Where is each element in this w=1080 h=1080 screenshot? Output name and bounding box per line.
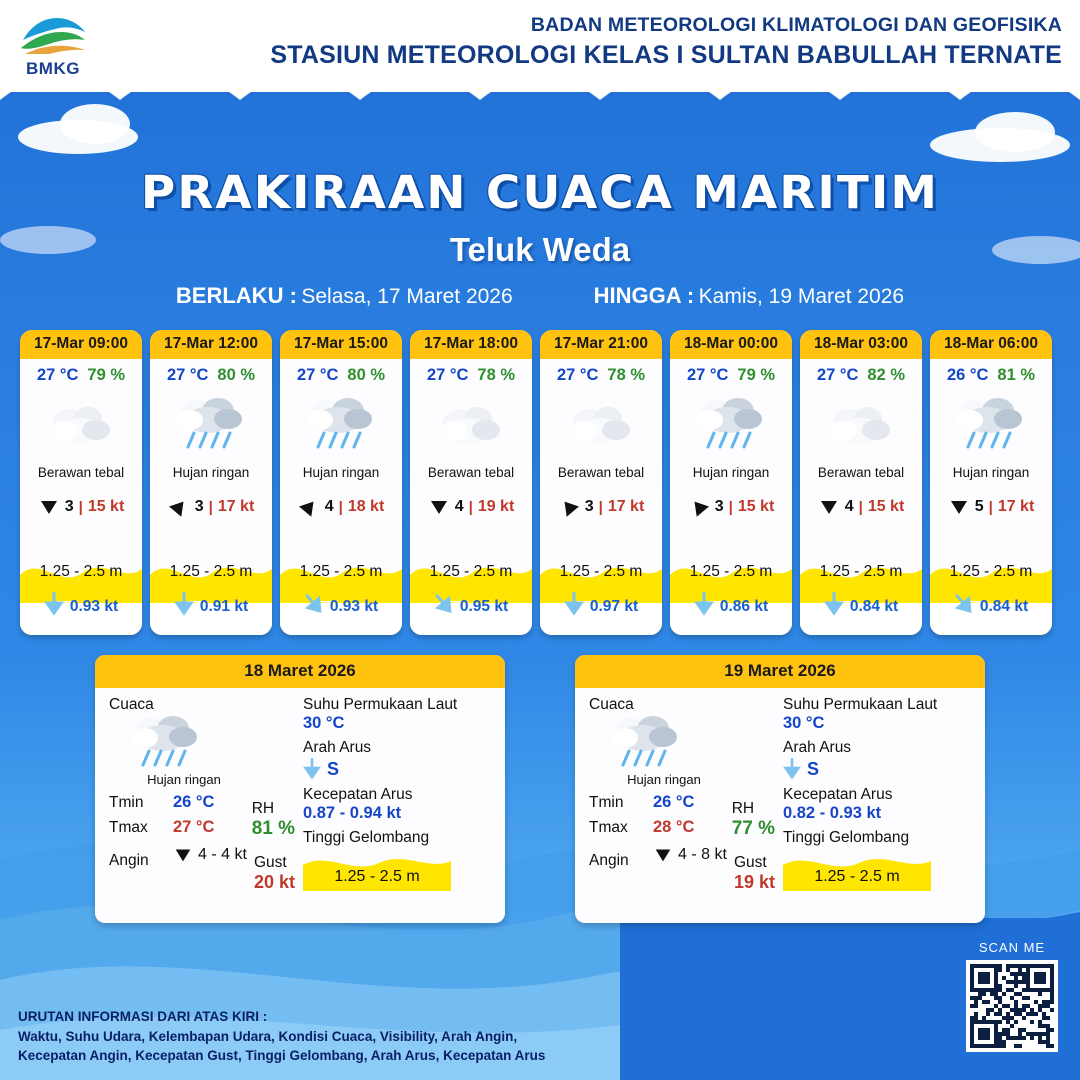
wind-separator: | — [78, 498, 83, 516]
daily-sst-value: 30 °C — [303, 714, 345, 732]
daily-rh-value: 77 % — [731, 818, 775, 839]
card-humidity: 80 % — [347, 366, 386, 384]
daily-kec-label: Kecepatan Arus — [303, 786, 413, 803]
hourly-forecast-card — [930, 330, 1052, 635]
card-weather-icon — [150, 387, 272, 463]
daily-wind-direction-icon — [653, 845, 673, 865]
rain-light-icon — [302, 393, 380, 457]
valid-until-label: HINGGA : — [593, 283, 695, 308]
daily-current-direction-icon — [303, 758, 321, 780]
card-humidity: 78 % — [477, 366, 516, 384]
daily-angin-value: 4 - 4 kt — [198, 846, 247, 863]
header-titles — [96, 6, 1080, 70]
card-current-speed: 0.95 kt — [459, 597, 509, 615]
card-weather-icon — [930, 387, 1052, 463]
card-wave-height: 1.25 - 2.5 m — [299, 563, 383, 580]
cloudy-thick-icon — [564, 397, 638, 453]
card-temperature: 27 °C — [686, 366, 729, 384]
daily-rh-block — [732, 800, 775, 840]
card-humidity: 79 % — [87, 366, 126, 384]
wind-separator: | — [598, 498, 603, 516]
daily-kec-value: 0.82 - 0.93 kt — [783, 804, 882, 822]
daily-angin-label: Angin — [589, 852, 629, 869]
hourly-forecast-card — [800, 330, 922, 635]
current-direction-icon — [44, 592, 64, 621]
card-temperature: 27 °C — [296, 366, 339, 384]
page-subtitle: Teluk Weda — [449, 231, 631, 268]
daily-arus-label: Arah Arus — [303, 739, 372, 756]
card-current-row — [670, 592, 792, 621]
wind-direction-icon — [558, 496, 580, 518]
daily-weather-icon — [589, 714, 779, 772]
card-wind-speed: 17 kt — [997, 498, 1035, 515]
rain-light-icon — [952, 393, 1030, 457]
hourly-forecast-card — [280, 330, 402, 635]
card-weather-icon — [670, 387, 792, 463]
card-weather-icon — [410, 387, 532, 463]
card-humidity: 80 % — [217, 366, 256, 384]
legend-line-1: URUTAN INFORMASI DARI ATAS KIRI : — [18, 1009, 268, 1025]
card-current-speed: 0.93 kt — [329, 597, 379, 615]
daily-forecast-panel — [575, 655, 985, 923]
daily-tmax-label: Tmax — [589, 819, 628, 836]
card-wave-height: 1.25 - 2.5 m — [819, 563, 903, 580]
hourly-forecast-card — [540, 330, 662, 635]
hourly-forecast-card — [150, 330, 272, 635]
current-direction-icon — [954, 592, 974, 621]
agency-name: BADAN METEOROLOGI KLIMATOLOGI DAN GEOFISIKA — [530, 14, 1062, 36]
card-time-header: 17-Mar 09:00 — [20, 330, 142, 359]
hourly-forecast-card — [670, 330, 792, 635]
daily-cuaca-label: Cuaca — [589, 696, 634, 713]
card-wind-speed: 17 kt — [217, 498, 255, 515]
card-humidity: 82 % — [867, 366, 906, 384]
card-time-header: 18-Mar 06:00 — [930, 330, 1052, 359]
current-direction-icon — [694, 592, 714, 621]
wind-separator: | — [728, 498, 733, 516]
card-current-row — [800, 592, 922, 621]
daily-arus-row — [783, 758, 975, 780]
card-wind-scale: 5 — [974, 498, 984, 515]
card-wind-row — [150, 496, 272, 518]
daily-condition-text: Hujan ringan — [627, 772, 701, 787]
card-humidity: 79 % — [737, 366, 776, 384]
legend-note — [18, 1007, 638, 1066]
scan-me-label: SCAN ME — [978, 940, 1046, 955]
scan-me-block[interactable] — [966, 940, 1058, 1052]
card-wind-scale: 4 — [324, 498, 334, 515]
card-time-header: 18-Mar 00:00 — [670, 330, 792, 359]
card-wind-scale: 3 — [64, 498, 74, 515]
hourly-forecast-row — [20, 330, 1060, 635]
card-temperature: 27 °C — [426, 366, 469, 384]
current-direction-icon — [824, 592, 844, 621]
daily-date-header: 19 Maret 2026 — [575, 655, 985, 688]
card-wind-speed: 19 kt — [477, 498, 515, 515]
card-current-speed: 0.84 kt — [979, 597, 1029, 615]
card-temperature: 27 °C — [36, 366, 79, 384]
card-wave-height: 1.25 - 2.5 m — [559, 563, 643, 580]
card-humidity: 78 % — [607, 366, 646, 384]
wind-separator: | — [208, 498, 213, 516]
valid-from-value: Selasa, 17 Maret 2026 — [301, 285, 513, 308]
cloudy-thick-icon — [824, 397, 898, 453]
daily-date-header: 18 Maret 2026 — [95, 655, 505, 688]
daily-gust-label: Gust — [733, 854, 767, 871]
daily-tmax-value: 27 °C — [173, 818, 215, 836]
current-direction-icon — [434, 592, 454, 621]
daily-tmin-label: Tmin — [109, 794, 144, 811]
daily-wave-value: 1.25 - 2.5 m — [814, 868, 900, 885]
rain-light-icon — [607, 711, 685, 775]
current-direction-icon — [174, 592, 194, 621]
cloudy-thick-icon — [434, 397, 508, 453]
wind-separator: | — [338, 498, 343, 516]
daily-gust-value: 20 kt — [253, 872, 295, 892]
card-condition-text: Hujan ringan — [692, 465, 770, 480]
daily-kec-label: Kecepatan Arus — [783, 786, 893, 803]
daily-wave-label: Tinggi Gelombang — [303, 829, 430, 846]
card-time-header: 18-Mar 03:00 — [800, 330, 922, 359]
card-temperature: 27 °C — [556, 366, 599, 384]
qr-code-grid — [970, 964, 1054, 1048]
card-wind-scale: 3 — [194, 498, 204, 515]
daily-wave-value: 1.25 - 2.5 m — [334, 868, 420, 885]
wind-direction-icon — [38, 496, 60, 518]
daily-gust-block — [254, 854, 295, 893]
card-weather-icon — [20, 387, 142, 463]
wind-direction-icon — [688, 496, 710, 518]
card-current-speed: 0.93 kt — [69, 597, 119, 615]
card-current-row — [150, 592, 272, 621]
card-condition-text: Hujan ringan — [302, 465, 380, 480]
card-current-speed: 0.86 kt — [719, 597, 769, 615]
daily-forecast-panel — [95, 655, 505, 923]
cloud-decoration — [60, 104, 130, 144]
wind-direction-icon — [168, 496, 190, 518]
card-wind-row — [540, 496, 662, 518]
daily-sst-value: 30 °C — [783, 714, 825, 732]
daily-weather-icon — [109, 714, 299, 772]
card-wind-speed: 17 kt — [607, 498, 645, 515]
card-weather-icon — [540, 387, 662, 463]
card-wind-scale: 4 — [454, 498, 464, 515]
bmkg-logo-mark — [17, 10, 89, 58]
card-wind-row — [800, 496, 922, 518]
daily-gust-label: Gust — [253, 854, 287, 871]
bmkg-logo-text: BMKG — [26, 59, 80, 78]
card-wave-height: 1.25 - 2.5 m — [39, 563, 123, 580]
card-wind-speed: 15 kt — [867, 498, 905, 515]
validity-row — [0, 283, 1080, 309]
daily-arus-row — [303, 758, 495, 780]
daily-tmin-value: 26 °C — [173, 793, 215, 811]
card-condition-text: Hujan ringan — [172, 465, 250, 480]
card-current-speed: 0.91 kt — [199, 597, 249, 615]
card-time-header: 17-Mar 15:00 — [280, 330, 402, 359]
daily-left-column — [109, 696, 299, 913]
daily-cuaca-label: Cuaca — [109, 696, 154, 713]
card-wind-row — [20, 496, 142, 518]
daily-tmin-label: Tmin — [589, 794, 624, 811]
wind-separator: | — [988, 498, 993, 516]
wind-direction-icon — [428, 496, 450, 518]
daily-current-direction-icon — [783, 758, 801, 780]
station-name: STASIUN METEOROLOGI KELAS I SULTAN BABULLAH TERNATE — [270, 41, 1062, 69]
daily-right-column — [299, 696, 495, 913]
daily-rh-label: RH — [731, 800, 755, 817]
daily-tmax-value: 28 °C — [653, 818, 695, 836]
current-direction-icon — [304, 592, 324, 621]
daily-wind-direction-icon — [173, 845, 193, 865]
daily-angin-label: Angin — [109, 852, 149, 869]
card-current-row — [410, 592, 532, 621]
card-current-speed: 0.84 kt — [849, 597, 899, 615]
card-wave-height: 1.25 - 2.5 m — [689, 563, 773, 580]
card-condition-text: Hujan ringan — [952, 465, 1030, 480]
card-current-speed: 0.97 kt — [589, 597, 639, 615]
card-wave-height: 1.25 - 2.5 m — [949, 563, 1033, 580]
valid-from-label: BERLAKU : — [175, 283, 297, 308]
wind-direction-icon — [298, 496, 320, 518]
card-weather-icon — [800, 387, 922, 463]
wind-direction-icon — [948, 496, 970, 518]
card-current-row — [20, 592, 142, 621]
daily-arus-direction: S — [327, 758, 340, 779]
legend-line-3: Kecepatan Angin, Kecepatan Gust, Tinggi Gelombang, Arah Arus, Kecepatan Arus — [18, 1048, 546, 1064]
daily-sst-label: Suhu Permukaan Laut — [783, 696, 938, 713]
card-wind-scale: 3 — [714, 498, 724, 515]
card-current-row — [930, 592, 1052, 621]
daily-kec-value: 0.87 - 0.94 kt — [303, 804, 402, 822]
qr-code[interactable] — [966, 960, 1058, 1052]
card-temperature: 27 °C — [816, 366, 859, 384]
daily-rh-value: 81 % — [251, 818, 295, 839]
cloudy-thick-icon — [44, 397, 118, 453]
card-wave-height: 1.25 - 2.5 m — [429, 563, 513, 580]
card-condition-text: Berawan tebal — [37, 465, 125, 480]
card-condition-text: Berawan tebal — [427, 465, 515, 480]
card-time-header: 17-Mar 12:00 — [150, 330, 272, 359]
card-wind-scale: 4 — [844, 498, 854, 515]
card-time-header: 17-Mar 21:00 — [540, 330, 662, 359]
card-wind-row — [410, 496, 532, 518]
daily-right-column — [779, 696, 975, 913]
wind-separator: | — [858, 498, 863, 516]
rain-light-icon — [127, 711, 205, 775]
card-wind-speed: 15 kt — [87, 498, 125, 515]
daily-gust-block — [734, 854, 775, 893]
page-title: PRAKIRAAN CUACA MARITIM — [140, 166, 940, 219]
card-condition-text: Berawan tebal — [817, 465, 905, 480]
wind-separator: | — [468, 498, 473, 516]
card-wind-speed: 18 kt — [347, 498, 385, 515]
daily-sst-label: Suhu Permukaan Laut — [303, 696, 458, 713]
card-humidity: 81 % — [997, 366, 1036, 384]
daily-condition-text: Hujan ringan — [147, 772, 221, 787]
daily-wave-chip — [303, 851, 451, 891]
card-wind-row — [670, 496, 792, 518]
daily-gust-value: 19 kt — [733, 872, 775, 892]
bmkg-logo — [10, 10, 96, 79]
card-weather-icon — [280, 387, 402, 463]
rain-light-icon — [692, 393, 770, 457]
valid-until-value: Kamis, 19 Maret 2026 — [698, 285, 905, 308]
cloud-decoration — [975, 112, 1055, 152]
card-current-row — [280, 592, 402, 621]
card-wave-height: 1.25 - 2.5 m — [169, 563, 253, 580]
daily-wave-label: Tinggi Gelombang — [783, 829, 910, 846]
card-wind-row — [930, 496, 1052, 518]
daily-wave-chip — [783, 851, 931, 891]
card-time-header: 17-Mar 18:00 — [410, 330, 532, 359]
hourly-forecast-card — [410, 330, 532, 635]
daily-left-column — [589, 696, 779, 913]
card-wind-row — [280, 496, 402, 518]
card-temperature: 27 °C — [166, 366, 209, 384]
hourly-forecast-card — [20, 330, 142, 635]
daily-arus-label: Arah Arus — [783, 739, 852, 756]
legend-line-2: Waktu, Suhu Udara, Kelembapan Udara, Kondisi Cuaca, Visibility, Arah Angin, — [18, 1028, 518, 1044]
rain-light-icon — [172, 393, 250, 457]
daily-tmax-label: Tmax — [109, 819, 148, 836]
wind-direction-icon — [818, 496, 840, 518]
card-wind-speed: 15 kt — [737, 498, 775, 515]
daily-angin-value: 4 - 8 kt — [678, 846, 727, 863]
card-condition-text: Berawan tebal — [557, 465, 645, 480]
page-header — [0, 6, 1080, 82]
daily-tmin-value: 26 °C — [653, 793, 695, 811]
daily-rh-label: RH — [251, 800, 275, 817]
current-direction-icon — [564, 592, 584, 621]
daily-arus-direction: S — [807, 758, 820, 779]
card-current-row — [540, 592, 662, 621]
daily-forecast-row — [0, 655, 1080, 923]
card-wind-scale: 3 — [584, 498, 594, 515]
card-temperature: 26 °C — [946, 366, 989, 384]
daily-rh-block — [252, 800, 295, 840]
